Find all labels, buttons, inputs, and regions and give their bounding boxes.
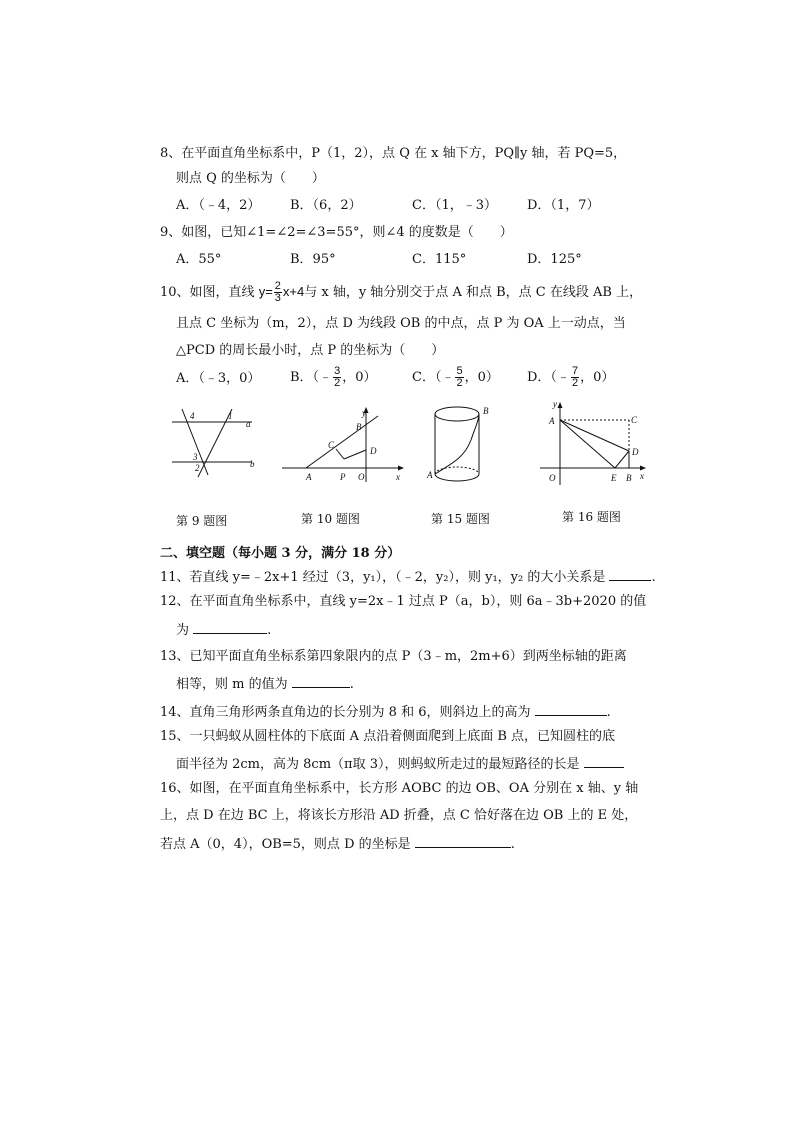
q8-option-b: B．（6，2）	[290, 198, 362, 213]
fig16-fold-ad	[560, 420, 629, 451]
fig16-segment-ed	[615, 451, 629, 468]
q10-option-d-num: 7	[571, 365, 579, 377]
fig16-label-o: O	[549, 473, 556, 483]
q15-line2	[176, 754, 624, 774]
fig16-label-y: y	[553, 399, 557, 409]
q12-end: .	[267, 623, 272, 638]
fig15-label-a: A	[427, 470, 433, 480]
q13-answer-blank[interactable]	[292, 674, 350, 688]
q14-text: 14、直角三角形两条直角边的长分别为 8 和 6，则斜边上的高为	[160, 705, 531, 720]
figure-10	[278, 402, 408, 488]
q10-option-c-neg: ﹣	[441, 370, 455, 385]
q10-option-a: A．（﹣3，0）	[176, 371, 261, 386]
fig15-label-b: B	[483, 406, 489, 416]
caption-figure-10: 第 10 题图	[301, 512, 360, 526]
fig9-label-b: b	[250, 459, 255, 469]
q10-option-b-den: 2	[334, 377, 341, 389]
fig10-line-ab	[306, 416, 378, 468]
caption-figure-16: 第 16 题图	[562, 510, 621, 524]
q10-line1-post: 与 x 轴，y 轴分别交于点 A 和点 B，点 C 在线段 AB 上，	[304, 285, 643, 300]
fig10-x-arrow	[398, 466, 404, 471]
q10-option-d-pre: D．（	[527, 370, 557, 385]
fig9-label-2: 2	[195, 463, 200, 473]
fig9-label-4: 4	[190, 411, 195, 421]
q16-end: .	[510, 837, 515, 852]
fig10-label-c: C	[328, 440, 335, 450]
fig10-segment-cp	[336, 449, 344, 459]
q10-eq-y: y=	[258, 284, 273, 299]
q13-line2-text: 相等，则 m 的值为	[176, 677, 288, 692]
q9-option-b: B．95°	[290, 252, 336, 267]
q10-option-b-num: 3	[334, 365, 341, 377]
q10-option-b-post: ，0）	[342, 370, 377, 385]
q9-option-c: C．115°	[412, 252, 467, 267]
q15-line1: 15、一只蚂蚁从圆柱体的下底面 A 点沿着侧面爬到上底面 B 点，已知圆柱的底	[160, 729, 616, 744]
section-2-title: 二、填空题（每小题 3 分，满分 18 分）	[160, 546, 401, 561]
q11-line	[160, 567, 656, 587]
fig15-bottom-front	[435, 474, 479, 481]
fig16-x-arrow	[640, 466, 646, 471]
fig9-transversal-right	[198, 409, 232, 477]
figure-15	[425, 400, 495, 490]
q16-line3-text: 若点 A（0，4），OB=5，则点 D 的坐标是	[160, 837, 411, 852]
q9-line1: 9、如图，已知∠1=∠2=∠3=55°，则∠4 的度数是（ ）	[160, 225, 513, 240]
q10-option-c-num: 5	[456, 365, 463, 377]
q15-answer-blank[interactable]	[584, 754, 624, 768]
q10-eq-frac-num: 2	[274, 280, 281, 292]
q12-answer-blank[interactable]	[193, 620, 267, 634]
fig16-label-c: C	[631, 415, 638, 425]
fig15-ant-path	[435, 414, 479, 474]
fig10-segment-pd	[344, 450, 366, 459]
q10-option-c-den: 2	[456, 377, 463, 389]
q10-option-b-pre: B．（	[290, 370, 320, 385]
q16-line3	[160, 834, 515, 854]
figure-9	[160, 405, 270, 485]
fig9-label-3: 3	[193, 452, 198, 462]
fig10-label-x: x	[396, 472, 400, 482]
q10-option-c-pre: C．（	[412, 370, 442, 385]
q15-line2-text: 面半径为 2cm，高为 8cm（π取 3），则蚂蚁所走过的最短路径的长是	[176, 757, 580, 772]
q11-text: 11、若直线 y=﹣2x+1 经过（3，y₁），（﹣2，y₂），则 y₁，y₂ 的大小关系是	[160, 570, 606, 585]
q10-option-d-den: 2	[571, 377, 579, 389]
q10-option-c-post: ，0）	[464, 370, 499, 385]
fig10-label-b: B	[356, 422, 362, 432]
fig10-label-y: y	[362, 408, 366, 418]
caption-figure-15: 第 15 题图	[431, 512, 490, 526]
q10-line1	[160, 281, 642, 304]
q11-end: .	[651, 570, 656, 585]
q13-line1: 13、已知平面直角坐标系第四象限内的点 P（3﹣m，2m+6）到两坐标轴的距离	[160, 649, 627, 664]
fig10-label-d: D	[370, 446, 377, 456]
q16-line2: 上，点 D 在边 BC 上，将该长方形沿 AD 折叠，点 C 恰好落在边 OB 上的 E 处，	[160, 808, 638, 823]
q8-line1: 8、在平面直角坐标系中，P（1，2），点 Q 在 x 轴下方，PQ∥y 轴，若 PQ=5，	[160, 146, 627, 161]
q10-option-c	[412, 366, 499, 389]
q16-answer-blank[interactable]	[415, 834, 511, 848]
q8-option-d: D．（1，7）	[527, 198, 600, 213]
q10-eq-fraction	[274, 281, 282, 304]
fig16-segment-ae	[560, 420, 615, 468]
fig9-label-1: 1	[228, 411, 233, 421]
figure-16	[540, 397, 650, 489]
q10-option-b-neg: ﹣	[319, 370, 333, 385]
q10-option-b-fraction	[333, 366, 341, 389]
fig10-label-o: O	[358, 472, 365, 482]
fig16-label-d: D	[632, 447, 639, 457]
q9-option-a: A．55°	[176, 252, 222, 267]
q10-line2: 且点 C 坐标为（m，2），点 D 为线段 OB 的中点，点 P 为 OA 上一动点，当	[176, 316, 626, 331]
q10-option-b	[290, 366, 376, 389]
q10-eq-frac-den: 3	[274, 292, 281, 304]
fig16-label-e: E	[611, 473, 617, 483]
q8-option-a: A．（﹣4，2）	[176, 198, 261, 213]
q12-line1: 12、在平面直角坐标系中，直线 y=2x﹣1 过点 P（a，b），则 6a﹣3b+2020 的值	[160, 594, 647, 609]
q11-answer-blank[interactable]	[609, 567, 651, 581]
q10-eq-tail: x+4	[282, 284, 305, 299]
fig10-label-a: A	[306, 472, 312, 482]
q8-line2: 则点 Q 的坐标为（ ）	[176, 171, 325, 186]
q12-line2-text: 为	[176, 623, 190, 638]
fig16-label-b: B	[626, 473, 632, 483]
q14-line	[160, 702, 611, 722]
q10-line3: △PCD 的周长最小时，点 P 的坐标为（ ）	[176, 343, 445, 358]
q13-end: .	[349, 677, 354, 692]
fig16-y-arrow	[558, 402, 563, 408]
q12-line2	[176, 620, 271, 640]
q9-option-d: D．125°	[527, 252, 582, 267]
fig16-label-a: A	[549, 416, 555, 426]
q10-option-d-post: ，0）	[580, 370, 615, 385]
fig10-label-p: P	[340, 472, 346, 482]
fig15-top-ellipse	[435, 407, 479, 421]
fig16-label-x: x	[640, 471, 644, 481]
q10-option-d-fraction	[571, 366, 579, 389]
q10-option-d	[527, 366, 614, 389]
q16-line1: 16、如图，在平面直角坐标系中，长方形 AOBC 的边 OB、OA 分别在 x 轴、y 轴	[160, 781, 639, 796]
q10-option-c-fraction	[455, 366, 463, 389]
q10-line1-pre: 10、如图，直线	[160, 285, 259, 300]
q8-option-c: C．（1，﹣3）	[412, 198, 497, 213]
q13-line2	[176, 674, 354, 694]
q10-option-d-neg: ﹣	[556, 370, 570, 385]
q14-end: .	[606, 705, 611, 720]
caption-figure-9: 第 9 题图	[176, 514, 228, 528]
q14-answer-blank[interactable]	[535, 702, 607, 716]
fig9-label-a: a	[246, 419, 251, 429]
